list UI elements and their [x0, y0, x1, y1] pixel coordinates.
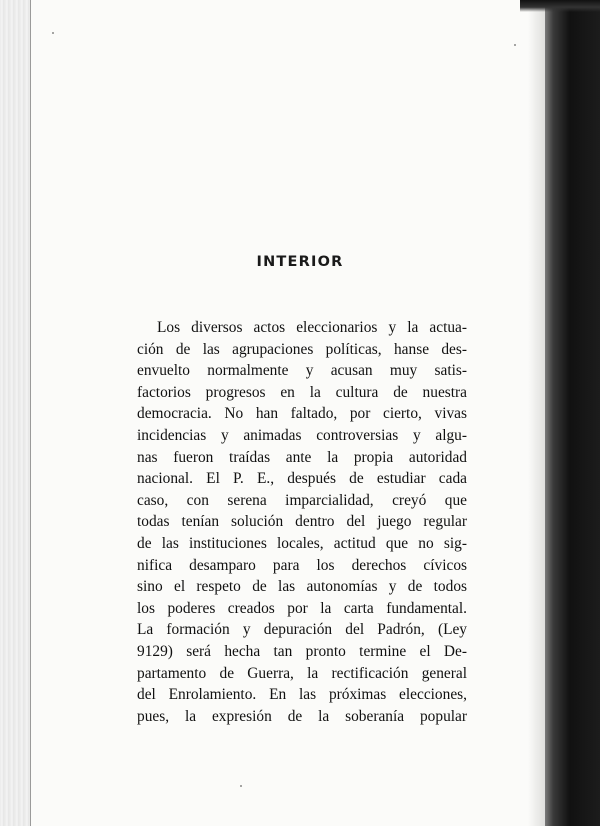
page-left-edge-scan	[0, 0, 30, 826]
speck	[52, 32, 54, 34]
text-line: pues, la expresión de la soberanía popular	[137, 707, 467, 725]
text-line: incidencias y animadas controversias y algu-	[137, 426, 467, 444]
text-line: los poderes creados por la carta fundamental.	[137, 599, 467, 617]
text-line: ción de las agrupaciones políticas, hanse des-	[137, 340, 467, 358]
text-line: nas fueron traídas ante la propia autoridad	[137, 448, 467, 466]
text-line: nifica desamparo para los derechos cívicos	[137, 556, 467, 574]
page-fold-shadow	[528, 0, 546, 826]
text-line: partamento de Guerra, la rectificación general	[137, 664, 467, 682]
text-line: del Enrolamiento. En las próximas elecciones,	[137, 686, 467, 704]
speck	[240, 785, 242, 787]
text-line: de las instituciones locales, actitud que no sig-	[137, 534, 467, 552]
text-line: todas tenían solución dentro del juego regular	[137, 513, 467, 531]
body-paragraph	[137, 317, 467, 727]
book-spine	[545, 0, 600, 826]
text-line: Los diversos actos eleccionarios y la actua-	[157, 319, 467, 336]
text-line: 9129) será hecha tan pronto termine el De-	[137, 642, 467, 660]
section-heading: INTERIOR	[256, 254, 344, 270]
speck	[514, 44, 516, 46]
text-line: La formación y depuración del Padrón, (Ley	[137, 621, 467, 639]
page-left-border	[30, 0, 31, 826]
text-line: nacional. El P. E., después de estudiar cada	[137, 470, 467, 488]
text-line: factorios progresos en la cultura de nuestra	[137, 383, 467, 401]
book-spine-top	[520, 0, 600, 12]
text-line: sino el respeto de las autonomías y de todos	[137, 578, 467, 596]
text-line: envuelto normalmente y acusan muy satis-	[137, 362, 467, 380]
text-line: caso, con serena imparcialidad, creyó que	[137, 491, 467, 509]
text-line: democracia. No han faltado, por cierto, vivas	[137, 405, 467, 423]
